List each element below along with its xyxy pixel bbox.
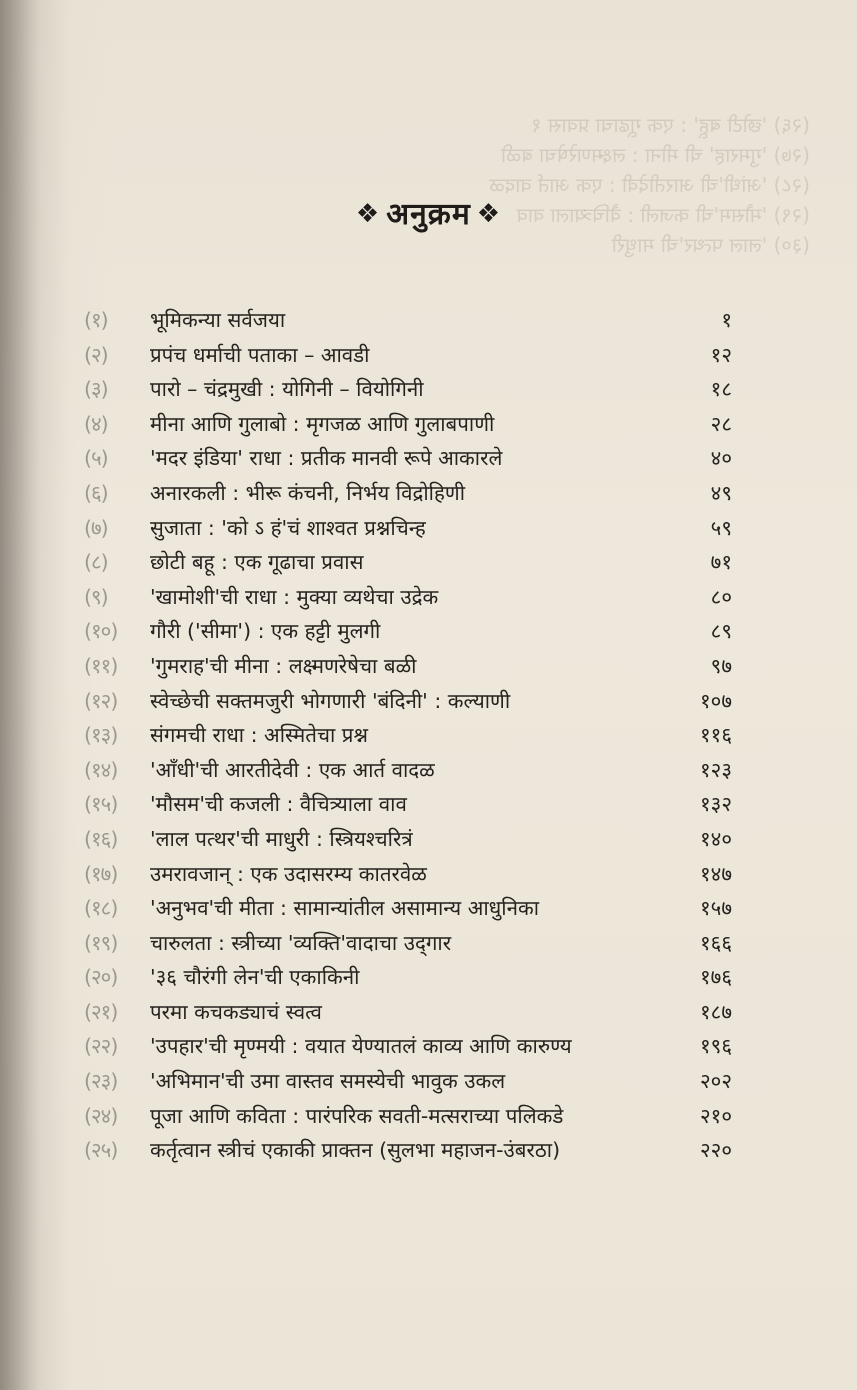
entry-page-number: ४० <box>710 446 732 471</box>
toc-entry <box>0 822 857 857</box>
toc-entry <box>0 303 857 338</box>
entry-title: 'अनुभव'ची मीता : सामान्यांतील असामान्य आधुनिका <box>150 896 540 921</box>
entry-number: (२१) <box>84 999 118 1024</box>
entry-page-number: ११६ <box>700 723 732 748</box>
show-through-line: (२९) 'मौसम'ची कजली : वैचित्र्याला वाव <box>516 203 810 227</box>
toc-entry <box>0 995 857 1030</box>
entry-page-number: ८० <box>710 584 732 609</box>
toc-entry <box>0 753 857 788</box>
entry-page-number: १४० <box>700 826 732 851</box>
entry-page-number: ९७ <box>710 653 732 678</box>
entry-number: (१७) <box>84 861 118 886</box>
entry-number: (८) <box>84 550 108 575</box>
entry-title: 'मदर इंडिया' राधा : प्रतीक मानवी रूपे आकारले <box>150 446 503 471</box>
entry-title: छोटी बहू : एक गूढाचा प्रवास <box>150 550 364 575</box>
table-of-contents <box>0 303 857 1168</box>
entry-title: '३६ चौरंगी लेन'ची एकाकिनी <box>150 965 360 990</box>
toc-entry <box>0 857 857 892</box>
entry-page-number: १९६ <box>700 1034 732 1059</box>
entry-title: स्वेच्छेची सक्तमजुरी भोगणारी 'बंदिनी' : कल्याणी <box>150 688 511 713</box>
entry-number: (७) <box>84 515 108 540</box>
entry-title: उमरावजान् : एक उदासरम्य कातरवेळ <box>150 861 427 886</box>
entry-title: गौरी ('सीमा') : एक हट्टी मुलगी <box>150 619 381 644</box>
entry-number: (२) <box>84 342 108 367</box>
entry-title: 'लाल पत्थर'ची माधुरी : स्त्रियश्चरित्रं <box>150 826 413 851</box>
entry-number: (३) <box>84 377 108 402</box>
toc-entry <box>0 407 857 442</box>
entry-title: चारुलता : स्त्रीच्या 'व्यक्ति'वादाचा उद्‌गार <box>150 930 452 955</box>
entry-title: 'खामोशी'ची राधा : मुक्या व्यथेचा उद्रेक <box>150 584 439 609</box>
entry-title: पूजा आणि कविता : पारंपरिक सवती-मत्सराच्या पलिकडे <box>150 1103 564 1128</box>
ornament-left-icon: ❖ <box>355 199 381 229</box>
show-through-line: (२८) 'आंधी'ची आरतीदेवी : एक आर्त वादळ <box>489 173 810 197</box>
toc-entry <box>0 926 857 961</box>
entry-number: (२०) <box>84 965 118 990</box>
entry-number: (१२) <box>84 688 118 713</box>
entry-title: कर्तृत्वान स्त्रीचं एकाकी प्राक्तन (सुलभा महाजन-उंबरठा) <box>150 1138 561 1163</box>
entry-page-number: ८९ <box>710 619 732 644</box>
toc-entry <box>0 684 857 719</box>
entry-title: पारो – चंद्रमुखी : योगिनी – वियोगिनी <box>150 377 424 402</box>
entry-page-number: १३२ <box>700 792 732 817</box>
entry-number: (२२) <box>84 1034 118 1059</box>
title-text: अनुक्रम <box>386 197 471 232</box>
toc-entry <box>0 372 857 407</box>
entry-title: 'मौसम'ची कजली : वैचित्र्याला वाव <box>150 792 407 817</box>
entry-number: (२४) <box>84 1103 118 1128</box>
show-through-line: (२७) 'गुमराह' ची मीना : लक्ष्मणरेषेचा बळी <box>500 143 810 167</box>
entry-page-number: ७१ <box>710 550 732 575</box>
entry-page-number: १७६ <box>700 965 732 990</box>
entry-page-number: १०७ <box>700 688 732 713</box>
entry-page-number: १२ <box>710 342 732 367</box>
entry-number: (१०) <box>84 619 118 644</box>
entry-page-number: २८ <box>710 411 732 436</box>
entry-page-number: २१० <box>700 1103 732 1128</box>
entry-title: सुजाता : 'को ऽ हं'चं शाश्वत प्रश्नचिन्ह <box>150 515 426 540</box>
entry-page-number: ५९ <box>710 515 732 540</box>
entry-page-number: १४७ <box>700 861 732 886</box>
entry-page-number: २०२ <box>700 1069 732 1094</box>
toc-entry <box>0 649 857 684</box>
entry-title: भूमिकन्या सर्वजया <box>150 308 286 332</box>
toc-entry <box>0 1029 857 1064</box>
entry-page-number: १२३ <box>700 757 732 782</box>
entry-number: (२५) <box>84 1138 118 1163</box>
toc-entry <box>0 580 857 615</box>
show-through-text <box>290 110 810 260</box>
toc-entry <box>0 787 857 822</box>
entry-title: 'अभिमान'ची उमा वास्तव समस्येची भावुक उकल <box>150 1069 506 1094</box>
toc-entry <box>0 960 857 995</box>
ornament-right-icon: ❖ <box>476 199 502 229</box>
toc-entry <box>0 476 857 511</box>
toc-entry <box>0 614 857 649</box>
toc-entry <box>0 441 857 476</box>
entry-title: परमा कचकड्याचं स्वत्व <box>150 999 322 1024</box>
toc-entry <box>0 718 857 753</box>
entry-title: अनारकली : भीरू कंचनी, निर्भय विद्रोहिणी <box>150 480 466 505</box>
entry-number: (१५) <box>84 792 118 817</box>
entry-title: 'गुमराह'ची मीना : लक्ष्मणरेषेचा बळी <box>150 653 417 678</box>
entry-number: (११) <box>84 653 118 678</box>
entry-page-number: २२० <box>700 1138 732 1163</box>
entry-page-number: १८७ <box>700 999 732 1024</box>
entry-page-number: ४९ <box>710 480 732 505</box>
entry-number: (९) <box>84 584 108 609</box>
entry-page-number: १ <box>721 308 732 332</box>
entry-title: 'उपहार'ची मृण्मयी : वयात येण्यातलं काव्य आणि कारुण्य <box>150 1034 572 1059</box>
entry-number: (१४) <box>84 757 118 782</box>
toc-entry <box>0 545 857 580</box>
entry-number: (१३) <box>84 723 118 748</box>
entry-number: (१६) <box>84 826 118 851</box>
toc-entry <box>0 1064 857 1099</box>
toc-entry <box>0 1133 857 1168</box>
entry-number: (४) <box>84 411 108 436</box>
entry-number: (२३) <box>84 1069 118 1094</box>
entry-number: (६) <box>84 480 108 505</box>
entry-title: संगमची राधा : अस्मितेचा प्रश्न <box>150 723 368 748</box>
entry-title: मीना आणि गुलाबो : मृगजळ आणि गुलाबपाणी <box>150 411 495 436</box>
entry-page-number: १५७ <box>700 896 732 921</box>
entry-title: प्रपंच धर्माची पताका – आवडी <box>150 342 370 367</box>
entry-number: (१) <box>84 308 108 332</box>
entry-number: (१८) <box>84 896 118 921</box>
show-through-line: (२६) 'छोटी बहू' : एक गूढाचा प्रवास १ <box>531 113 810 137</box>
toc-entry <box>0 891 857 926</box>
entry-page-number: १८ <box>710 377 732 402</box>
entry-number: (१९) <box>84 930 118 955</box>
toc-entry <box>0 1099 857 1134</box>
entry-title: 'आँधी'ची आरतीदेवी : एक आर्त वादळ <box>150 757 435 782</box>
entry-number: (५) <box>84 446 108 471</box>
entry-page-number: १६६ <box>700 930 732 955</box>
page-title <box>0 192 857 233</box>
show-through-line: (३०) 'लाल पत्थर'ची माधुरी <box>611 233 810 257</box>
toc-entry <box>0 338 857 373</box>
toc-entry <box>0 511 857 546</box>
